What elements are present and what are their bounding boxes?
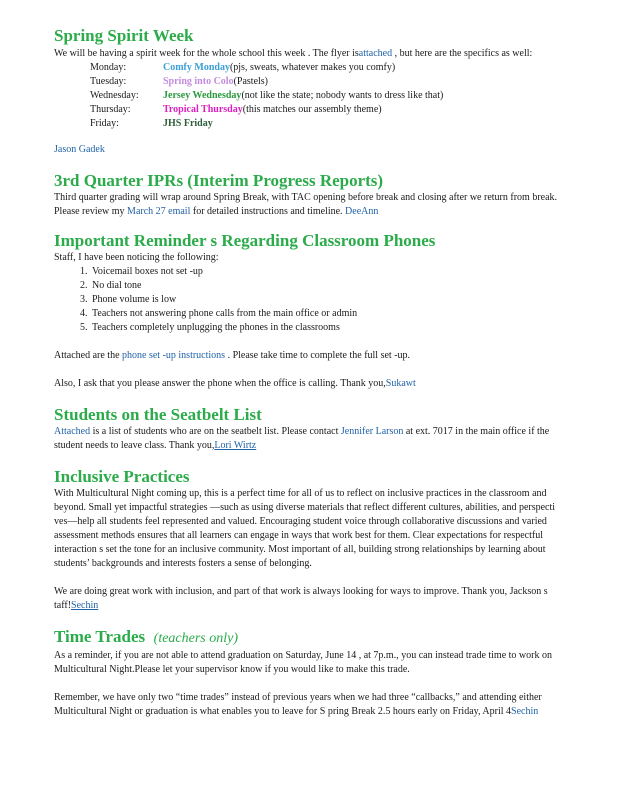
flyer-attached-link[interactable]: attached xyxy=(358,48,393,59)
list-item: 3. Phone volume is low xyxy=(90,293,562,307)
phones-signature[interactable]: Sukawt xyxy=(385,378,416,389)
list-item: 4. Teachers not answering phone calls from the main office or admin xyxy=(90,307,562,321)
spirit-intro-text-a: We will be having a spirit week for the whole school this week . The flyer is xyxy=(54,48,359,59)
ipr-text-b: for detailed instructions and timeline. xyxy=(190,206,346,217)
trades-para-2-text: Remember, we have only two “time trades” instead of previous years when we had three “callbacks,” and attending either Multicultural Night or graduation is what enables you to leave for S pring Break 2.5 hours early on Friday, April 4 xyxy=(54,692,542,717)
trades-para-1: As a reminder, if you are not able to attend graduation on Saturday, June 14 , at 7p.m., you can instead trade time to work on Multicultural Night.Please let your supervisor know if you would like to make this trade. xyxy=(54,650,552,675)
spirit-signature[interactable]: Jason Gadek xyxy=(54,144,105,155)
spirit-day-row xyxy=(90,89,562,103)
spirit-week-intro xyxy=(54,47,562,61)
day-label: Monday: xyxy=(90,62,127,73)
newsletter xyxy=(54,0,562,719)
spirit-day-row xyxy=(90,103,562,117)
time-trades-heading xyxy=(54,627,562,649)
contact-link[interactable]: Jennifer Larson xyxy=(340,426,404,437)
day-label: Tuesday: xyxy=(90,76,127,87)
day-theme: Jersey Wednesday xyxy=(163,90,242,101)
seatbelt-text-a: is a list of students who are on the seatbelt list. Please contact xyxy=(90,426,341,437)
day-desc: (this matches our assembly theme) xyxy=(242,104,382,115)
day-desc: (pjs, sweats, whatever makes you comfy) xyxy=(229,62,396,73)
day-label: Thursday: xyxy=(90,104,131,115)
ipr-text xyxy=(54,191,562,219)
phone-issues-list xyxy=(54,265,562,335)
phones-attached-a: Attached are the xyxy=(54,350,123,361)
phone-setup-link[interactable]: phone set -up instructions xyxy=(122,350,226,361)
phones-intro: Staff, I have been noticing the following: xyxy=(54,252,219,263)
list-item: 1. Voicemail boxes not set -up xyxy=(90,265,562,279)
day-label: Wednesday: xyxy=(90,90,139,101)
time-trades-note: (teachers only) xyxy=(153,631,239,646)
spirit-day-row xyxy=(90,61,562,75)
day-theme: Tropical Thursday xyxy=(163,104,243,115)
spirit-day-row xyxy=(90,75,562,89)
spirit-days-list xyxy=(90,61,562,131)
inclusive-para-2 xyxy=(54,585,562,613)
ipr-signature[interactable]: DeeAnn xyxy=(345,206,379,217)
trades-para-2 xyxy=(54,691,562,719)
day-desc: (Pastels) xyxy=(233,76,269,87)
inclusive-para-2-text: We are doing great work with inclusion, and part of that work is always looking for ways to improve. Thank you, Jackson s taff! xyxy=(54,586,548,611)
day-theme: Spring into Colo xyxy=(163,76,234,87)
day-theme: Comfy Monday xyxy=(163,62,230,73)
spirit-day-row xyxy=(90,117,562,131)
seatbelt-text-b: at ext. 7017 in the main office if the student needs to leave class. Thank you, xyxy=(54,426,550,451)
trades-signature[interactable]: Sechin xyxy=(511,706,539,717)
spirit-week-heading: Spring Spirit Week xyxy=(54,26,194,45)
spirit-intro-text-b: , but here are the specifics as well: xyxy=(392,48,533,59)
inclusive-signature[interactable]: Sechin xyxy=(71,600,99,611)
march-27-email-link[interactable]: March 27 email xyxy=(127,206,191,217)
ipr-heading: 3rd Quarter IPRs (Interim Progress Reports) xyxy=(54,171,384,190)
phones-heading: Important Reminder s Regarding Classroom Phones xyxy=(54,231,436,250)
ipr-text-a: Third quarter grading will wrap around Spring Break, with TAC opening before break and closing after we return from break. Please review my xyxy=(54,192,558,217)
inclusive-para-1: With Multicultural Night coming up, this is a perfect time for all of us to reflect on inclusive practices in the classroom and beyond. Small yet impactful strategies —such as using diverse materials that reflect different cultures, abilities, and perspecti ves—help all students feel represented and valued. Encouraging student voice through collaborative discussions and varied assessment methods ensures that all learners can engage in ways that work best for them. Clear expectations for respectful interaction s set the tone for an inclusive community. Most important of all, building strong relationships by learning about students’ backgrounds and interests fosters a sense of belonging. xyxy=(54,488,556,569)
inclusive-heading: Inclusive Practices xyxy=(54,467,190,486)
phones-attached xyxy=(54,349,562,363)
seatbelt-heading: Students on the Seatbelt List xyxy=(54,405,262,424)
seatbelt-text xyxy=(54,425,562,453)
list-item: 2. No dial tone xyxy=(90,279,562,293)
seatbelt-attached-link[interactable]: Attached xyxy=(54,426,91,437)
time-trades-title: Time Trades xyxy=(54,627,146,646)
seatbelt-signature[interactable]: Lori Wirtz xyxy=(214,440,257,451)
list-item: 5. Teachers completely unplugging the phones in the classrooms xyxy=(90,321,562,335)
phones-also-text: Also, I ask that you please answer the phone when the office is calling. Thank you, xyxy=(54,378,386,389)
phones-also xyxy=(54,377,562,391)
day-desc: (not like the state; nobody wants to dress like that) xyxy=(241,90,444,101)
day-label: Friday: xyxy=(90,118,119,129)
day-theme: JHS Friday xyxy=(163,118,213,129)
phones-attached-b: . Please take time to complete the full set -up. xyxy=(225,350,411,361)
